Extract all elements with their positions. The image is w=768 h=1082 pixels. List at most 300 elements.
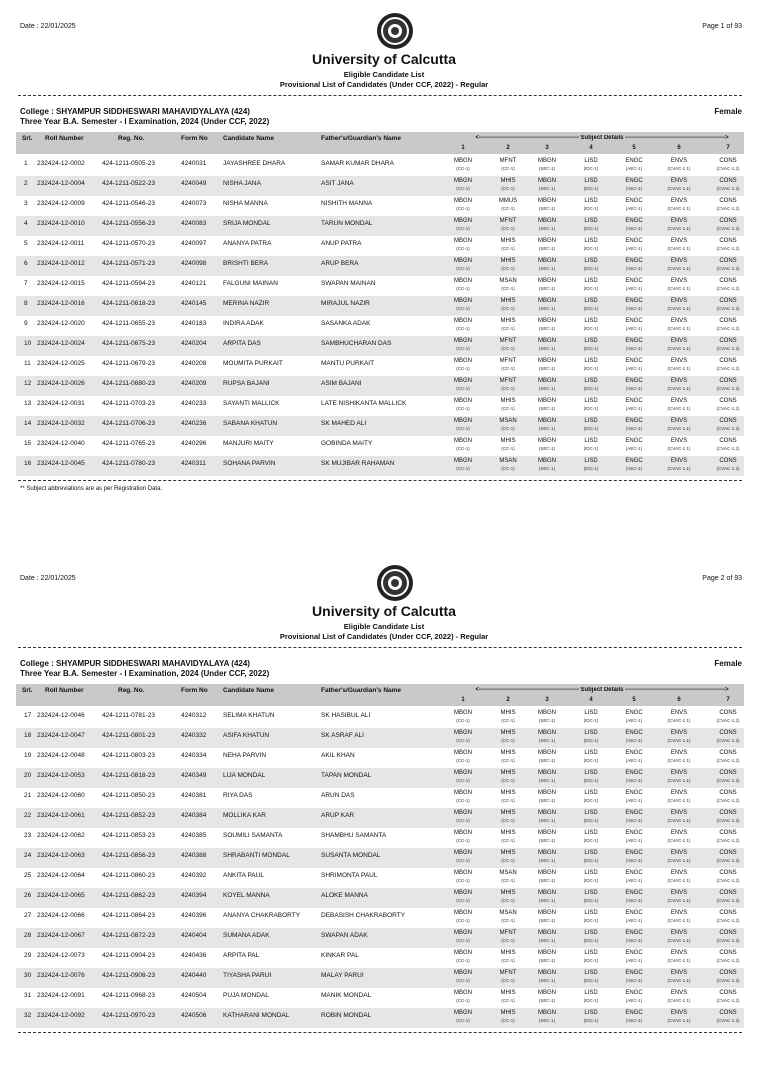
form-number: 4240396 [181,912,207,919]
subject-cell [611,850,657,864]
subject-type: (AEC-1) [625,878,643,883]
subject-code: MMUS [498,198,518,204]
subject-cell [524,298,570,312]
subject-type: (CVAC-1.1) [667,898,691,903]
registration-number: 424-1211-0862-23 [102,892,156,899]
table-row [16,868,744,888]
subject-code: ENVS [670,770,688,776]
page-2 [0,552,768,1082]
form-number: 4240204 [181,340,207,347]
subject-type: (IDC-1) [583,858,599,863]
subject-type: (CVAC-1.1) [667,958,691,963]
subject-cell [611,218,657,232]
subject-code: LISD [584,398,598,404]
subject-cell [705,178,751,192]
subject-type: (AEC-1) [625,446,643,451]
subject-code: MBGN [454,790,472,796]
serial-number: 29 [24,952,32,959]
subject-cell [568,258,614,272]
subject-code: MFNT [499,930,517,936]
subject-cell [656,750,702,764]
col-father: Father's/Guardian's Name [321,687,402,694]
subject-cell [705,378,751,392]
subject-code: MBGN [538,850,556,856]
subject-type: (AEC-1) [625,346,643,351]
subject-cell [568,218,614,232]
roll-number: 232424-12-0064 [37,872,85,879]
subject-cell [656,770,702,784]
subject-code: MFNT [499,970,517,976]
gender-label: Female [714,107,742,116]
subject-type: (CVAC-1.2) [716,718,740,723]
subject-details-header: <-------------------------------------------------- Subject Details --------------------------------------------------> [475,687,729,693]
subject-cell [656,278,702,292]
subject-cell [524,750,570,764]
col-srl: Srl. [22,687,33,694]
subject-cell [611,178,657,192]
serial-number: 10 [24,340,32,347]
serial-number: 21 [24,792,32,799]
subject-code: MBGN [538,790,556,796]
subject-code: MBGN [454,258,472,264]
subject-code: ENVS [670,890,688,896]
subject-code: ENVS [670,338,688,344]
subject-type: (CC-1) [501,1018,515,1023]
subject-type: (CVAC-1.2) [716,226,740,231]
subject-type: (CC-1) [501,758,515,763]
roll-number: 232424-12-0067 [37,932,85,939]
subject-cell [705,970,751,984]
subject-code: LISD [584,890,598,896]
subject-code: MBGN [538,890,556,896]
table-row [16,376,744,396]
subject-type: (SEC-1) [538,838,556,843]
table-row [16,436,744,456]
subject-number: 2 [506,697,510,703]
subject-type: (AEC-1) [625,366,643,371]
serial-number: 31 [24,992,32,999]
subject-number: 4 [589,145,593,151]
subject-type: (CC-1) [501,958,515,963]
subject-code: LISD [584,378,598,384]
subject-cell [656,398,702,412]
roll-number: 232424-12-0065 [37,892,85,899]
table-row [16,928,744,948]
guardian-name: ANUP PATRA [321,240,362,247]
subject-code: MHIS [500,318,516,324]
subject-code: CONS [719,198,737,204]
subject-cell [611,870,657,884]
candidate-name: ARPITA PAL [223,952,260,959]
subject-type: (IDC-1) [583,306,599,311]
subject-cell [656,890,702,904]
subject-type: (CVAC-1.2) [716,386,740,391]
subject-cell [568,238,614,252]
registration-number: 424-1211-0522-23 [102,180,156,187]
subject-type: (CC-1) [456,818,470,823]
roll-number: 232424-12-0016 [37,300,85,307]
exam-title: Three Year B.A. Semester - I Examination, 2024 (Under CCF, 2022) [20,669,270,678]
subject-type: (CVAC-1.1) [667,306,691,311]
subject-type: (IDC-1) [583,758,599,763]
subject-cell [568,318,614,332]
guardian-name: AKIL KHAN [321,752,355,759]
form-number: 4240209 [181,380,207,387]
subject-cell [568,870,614,884]
subject-code: CONS [719,318,737,324]
subject-code: CONS [719,338,737,344]
subject-code: CONS [719,458,737,464]
subject-code: LISD [584,318,598,324]
form-number: 4240385 [181,832,207,839]
subject-type: (CC-1) [501,938,515,943]
subject-code: ENGC [625,930,643,936]
subject-cell [568,358,614,372]
roll-number: 232424-12-0076 [37,972,85,979]
subject-code: LISD [584,258,598,264]
subject-code: MBGN [454,870,472,876]
subject-cell [705,890,751,904]
subject-code: ENGC [625,950,643,956]
subject-code: LISD [584,238,598,244]
subject-type: (CVAC-1.1) [667,386,691,391]
subject-code: ENGC [625,398,643,404]
subject-code: LISD [584,970,598,976]
subject-cell [568,990,614,1004]
roll-number: 232424-12-0020 [37,320,85,327]
roll-number: 232424-12-0026 [37,380,85,387]
subject-number: 6 [677,697,681,703]
registration-number: 424-1211-0872-23 [102,932,156,939]
subject-type: (CVAC-1.1) [667,718,691,723]
table-row [16,1008,744,1028]
subject-code: ENVS [670,850,688,856]
table-row [16,808,744,828]
subject-cell [524,278,570,292]
candidate-name: LIJA MONDAL [223,772,266,779]
subject-type: (CVAC-1.2) [716,1018,740,1023]
subject-cell [611,790,657,804]
subject-type: (CC-1) [501,858,515,863]
subject-cell [611,750,657,764]
subject-code: MBGN [538,750,556,756]
subject-type: (CVAC-1.2) [716,898,740,903]
subject-type: (CC-1) [501,818,515,823]
subject-code: CONS [719,418,737,424]
candidate-name: NISHA JANA [223,180,261,187]
subject-code: LISD [584,850,598,856]
subject-cell [440,870,486,884]
subject-cell [524,378,570,392]
subject-code: MBGN [454,710,472,716]
subject-type: (CC-1) [501,718,515,723]
guardian-name: SAMBHUCHARAN DAS [321,340,392,347]
subject-type: (IDC-1) [583,166,599,171]
roll-number: 232424-12-0024 [37,340,85,347]
subject-type: (CC-1) [456,406,470,411]
subject-type: (SEC-1) [538,818,556,823]
form-number: 4240073 [181,200,207,207]
col-father: Father's/Guardian's Name [321,135,402,142]
candidate-name: ARPITA DAS [223,340,261,347]
subject-code: ENVS [670,238,688,244]
table-row [16,316,744,336]
subject-cell [705,338,751,352]
subject-cell [440,950,486,964]
subject-code: LISD [584,710,598,716]
subject-code: CONS [719,910,737,916]
subject-type: (SEC-1) [538,346,556,351]
form-number: 4240098 [181,260,207,267]
subject-cell [524,238,570,252]
subject-code: LISD [584,1010,598,1016]
registration-number: 424-1211-0908-23 [102,972,156,979]
table-row [16,728,744,748]
list-subtitle: Provisional List of Candidates (Under CCF, 2022) - Regular [279,632,489,641]
table-row [16,768,744,788]
subject-code: MHIS [500,830,516,836]
subject-code: MHIS [500,890,516,896]
subject-code: MBGN [454,278,472,284]
roll-number: 232424-12-0092 [37,1012,85,1019]
subject-cell [656,298,702,312]
guardian-name: ARUN DAS [321,792,355,799]
table-row [16,888,744,908]
subject-cell [611,730,657,744]
subject-code: ENVS [670,298,688,304]
subject-code: MHIS [500,1010,516,1016]
subject-code: MBGN [538,358,556,364]
subject-type: (CVAC-1.1) [667,286,691,291]
subject-cell [705,710,751,724]
subject-code: MBGN [454,458,472,464]
subject-code: MHIS [500,990,516,996]
serial-number: 8 [24,300,28,307]
table-row [16,788,744,808]
subject-code: CONS [719,950,737,956]
subject-type: (CC-1) [501,838,515,843]
subject-code: ENGC [625,318,643,324]
candidate-name: INDIRA ADAK [223,320,264,327]
subject-code: LISD [584,950,598,956]
subject-type: (SEC-1) [538,1018,556,1023]
form-number: 4240031 [181,160,207,167]
subject-code: ENVS [670,870,688,876]
subject-type: (AEC-1) [625,326,643,331]
subject-code: CONS [719,158,737,164]
subject-code: CONS [719,850,737,856]
subject-type: (SEC-1) [538,978,556,983]
subject-cell [568,810,614,824]
roll-number: 232424-12-0046 [37,712,85,719]
table-row [16,176,744,196]
subject-cell [524,418,570,432]
subject-cell [524,398,570,412]
subject-cell [440,850,486,864]
subject-cell [705,158,751,172]
candidate-name: SABANA KHATUN [223,420,278,427]
subject-cell [524,198,570,212]
subject-type: (AEC-1) [625,998,643,1003]
subject-code: MSAN [499,418,517,424]
subject-code: MHIS [500,238,516,244]
subject-code: MBGN [454,910,472,916]
roll-number: 232424-12-0011 [37,240,85,247]
subject-code: ENGC [625,158,643,164]
roll-number: 232424-12-0053 [37,772,85,779]
registration-number: 424-1211-0818-23 [102,772,156,779]
roll-number: 232424-12-0009 [37,200,85,207]
subject-code: MBGN [538,298,556,304]
subject-cell [568,930,614,944]
subject-type: (CC-1) [456,266,470,271]
subject-code: CONS [719,258,737,264]
subject-type: (CC-1) [501,306,515,311]
col-name: Candidate Name [223,687,274,694]
subject-code: LISD [584,770,598,776]
subject-cell [440,790,486,804]
registration-number: 424-1211-0781-23 [102,712,156,719]
subject-type: (SEC-1) [538,798,556,803]
form-number: 4240183 [181,320,207,327]
subject-cell [440,1010,486,1024]
subject-cell [440,278,486,292]
subject-code: MBGN [454,418,472,424]
subject-code: MHIS [500,398,516,404]
subject-type: (CC-1) [501,246,515,251]
subject-type: (CC-1) [456,426,470,431]
subject-type: (CVAC-1.1) [667,206,691,211]
subject-cell [656,850,702,864]
subject-type: (SEC-1) [538,778,556,783]
subject-type: (CVAC-1.2) [716,366,740,371]
subject-code: ENVS [670,970,688,976]
subject-cell [568,378,614,392]
subject-cell [524,910,570,924]
subject-type: (CC-1) [501,326,515,331]
subject-code: MSAN [499,278,517,284]
subject-type: (SEC-1) [538,898,556,903]
subject-number: 6 [677,145,681,151]
subject-cell [705,770,751,784]
serial-number: 3 [24,200,28,207]
subject-code: ENVS [670,258,688,264]
subject-code: MBGN [454,950,472,956]
subject-code: MFNT [499,218,517,224]
form-number: 4240388 [181,852,207,859]
subject-cell [611,358,657,372]
guardian-name: SWAPAN MAINAN [321,280,376,287]
subject-cell [705,198,751,212]
subject-cell [611,890,657,904]
subject-cell [524,438,570,452]
form-number: 4240392 [181,872,207,879]
subject-code: ENGC [625,198,643,204]
subject-code: MHIS [500,710,516,716]
subject-cell [568,178,614,192]
subject-code: ENVS [670,950,688,956]
subject-type: (CVAC-1.2) [716,326,740,331]
subject-cell [568,458,614,472]
subject-code: CONS [719,298,737,304]
subject-type: (CC-1) [456,246,470,251]
subject-type: (CC-1) [501,466,515,471]
subject-code: ENVS [670,318,688,324]
subject-type: (AEC-1) [625,818,643,823]
subject-code: CONS [719,178,737,184]
subject-type: (CC-1) [456,346,470,351]
subject-cell [656,950,702,964]
guardian-name: NISHITH MANNA [321,200,373,207]
subject-type: (SEC-1) [538,738,556,743]
subject-type: (AEC-1) [625,938,643,943]
subject-type: (AEC-1) [625,206,643,211]
subject-code: ENVS [670,910,688,916]
subject-cell [524,178,570,192]
subject-code: MBGN [538,870,556,876]
subject-type: (CC-1) [456,166,470,171]
col-reg: Reg. No. [118,135,145,142]
subject-cell [524,890,570,904]
subject-code: ENGC [625,378,643,384]
subject-code: ENGC [625,178,643,184]
table-header [16,684,744,706]
subject-cell [440,238,486,252]
subject-cell [656,970,702,984]
subject-type: (SEC-1) [538,958,556,963]
registration-number: 424-1211-0680-23 [102,380,156,387]
subject-number: 4 [589,697,593,703]
subject-type: (CC-1) [501,426,515,431]
subject-code: MBGN [538,930,556,936]
subject-code: MBGN [454,1010,472,1016]
subject-code: ENGC [625,850,643,856]
roll-number: 232424-12-0012 [37,260,85,267]
subject-type: (IDC-1) [583,958,599,963]
subject-type: (AEC-1) [625,778,643,783]
subject-type: (AEC-1) [625,858,643,863]
subject-cell [611,970,657,984]
page-number: Page 1 of 93 [702,23,742,30]
subject-type: (IDC-1) [583,186,599,191]
subject-type: (CC-1) [501,166,515,171]
subject-type: (SEC-1) [538,858,556,863]
subject-cell [568,398,614,412]
subject-code: MBGN [538,990,556,996]
subject-cell [568,850,614,864]
roll-number: 232424-12-0062 [37,832,85,839]
guardian-name: TARUN MONDAL [321,220,373,227]
subject-type: (CC-1) [456,326,470,331]
subject-code: CONS [719,810,737,816]
subject-cell [524,790,570,804]
subject-type: (AEC-1) [625,386,643,391]
subject-cell [611,398,657,412]
subject-code: ENVS [670,730,688,736]
subject-code: ENVS [670,158,688,164]
subject-code: CONS [719,770,737,776]
form-number: 4240049 [181,180,207,187]
registration-number: 424-1211-0765-23 [102,440,156,447]
subject-code: CONS [719,870,737,876]
subject-type: (AEC-1) [625,918,643,923]
subject-code: CONS [719,890,737,896]
subject-cell [705,238,751,252]
subject-code: ENVS [670,790,688,796]
subject-cell [440,930,486,944]
subject-cell [568,950,614,964]
col-roll: Roll Number [45,135,84,142]
